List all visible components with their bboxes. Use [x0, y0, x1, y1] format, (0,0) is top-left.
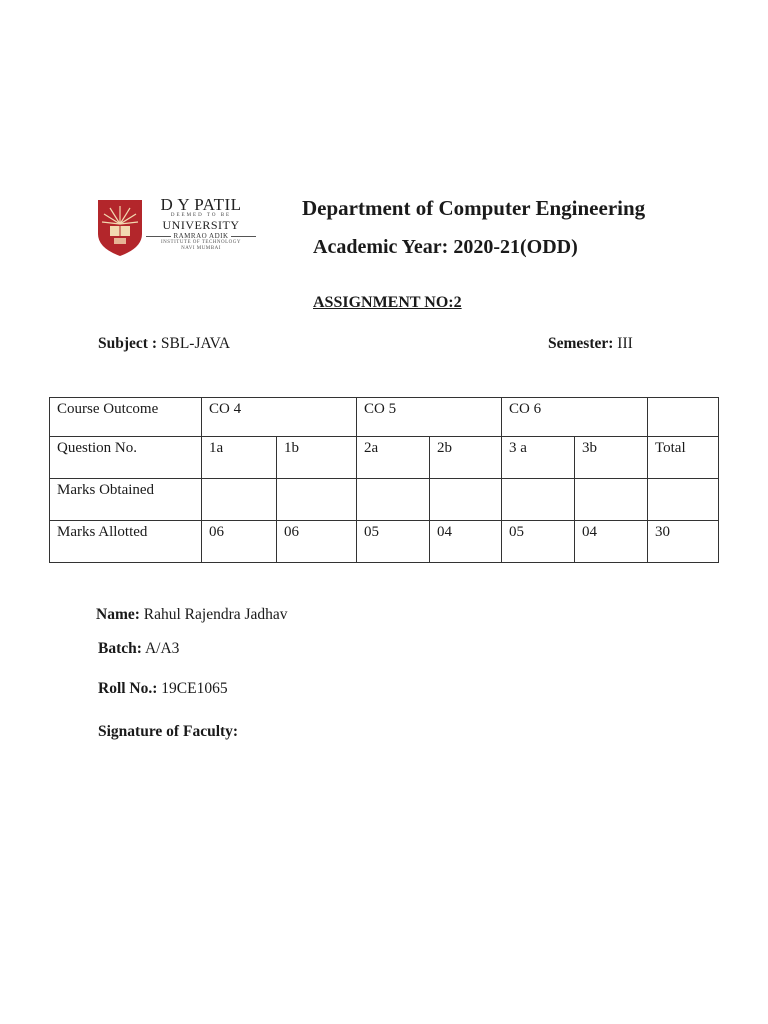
department-title: Department of Computer Engineering [302, 196, 646, 220]
marks-allotted-cell: 04 [575, 521, 648, 563]
academic-year: Academic Year: 2020-21(ODD) [313, 236, 578, 258]
question-cell: 3 a [502, 437, 575, 479]
logo-name: D Y PATIL [160, 195, 242, 214]
marks-allotted-cell: 05 [357, 521, 430, 563]
logo-institute: INSTITUTE OF TECHNOLOGY [160, 240, 241, 245]
marks-table [49, 397, 719, 563]
course-outcome-cell: CO 6 [502, 398, 648, 437]
signature-label: Signature of Faculty: [98, 723, 239, 740]
marks-allotted-label: Marks Allotted [50, 521, 202, 563]
question-cell: 3b [575, 437, 648, 479]
marks-obtained-label: Marks Obtained [50, 479, 202, 521]
question-cell: 2a [357, 437, 430, 479]
student-name: Rahul Rajendra Jadhav [143, 606, 288, 623]
marks-allotted-cell: 04 [430, 521, 502, 563]
university-logo-shield [96, 194, 144, 258]
marks-allotted-cell: 05 [502, 521, 575, 563]
roll-line [98, 680, 228, 698]
empty-cell [648, 398, 719, 437]
marks-obtained-cell [202, 479, 277, 521]
question-label: Question No. [50, 437, 202, 479]
university-logo-text [146, 196, 256, 252]
total-label: Total [648, 437, 719, 479]
marks-allotted-cell: 06 [277, 521, 357, 563]
batch-value: A/A3 [144, 640, 180, 657]
marks-obtained-cell [575, 479, 648, 521]
marks-allotted-cell: 06 [202, 521, 277, 563]
table-row [50, 479, 719, 521]
logo-city: NAVI MUMBAI [181, 246, 221, 251]
marks-obtained-cell [277, 479, 357, 521]
logo-campus: RAMRAO ADIK [146, 232, 256, 240]
logo-tagline: DEEMED TO BE [170, 213, 232, 218]
table-row [50, 521, 719, 563]
semester-label: Semester: [548, 335, 614, 352]
table-row [50, 437, 719, 479]
assignment-title: ASSIGNMENT NO:2 [313, 294, 462, 311]
marks-obtained-cell [357, 479, 430, 521]
name-line [96, 606, 288, 624]
subject-value: SBL-JAVA [160, 335, 231, 352]
batch-label: Batch: [98, 640, 142, 657]
marks-obtained-total [648, 479, 719, 521]
marks-allotted-total: 30 [648, 521, 719, 563]
batch-line [98, 640, 179, 658]
roll-label: Roll No.: [98, 680, 158, 697]
course-outcome-cell: CO 4 [202, 398, 357, 437]
marks-obtained-cell [430, 479, 502, 521]
roll-value: 19CE1065 [161, 680, 228, 697]
semester-value: III [617, 335, 633, 352]
question-cell: 1b [277, 437, 357, 479]
subject-label: Subject : [98, 335, 157, 352]
signature-line [98, 723, 238, 741]
marks-obtained-cell [502, 479, 575, 521]
name-label: Name: [96, 606, 140, 623]
logo-university: UNIVERSITY [162, 218, 240, 232]
table-row [50, 398, 719, 437]
semester-line [548, 335, 633, 353]
question-cell: 2b [430, 437, 502, 479]
course-outcome-label: Course Outcome [50, 398, 202, 437]
subject-line [98, 335, 230, 353]
course-outcome-cell: CO 5 [357, 398, 502, 437]
question-cell: 1a [202, 437, 277, 479]
